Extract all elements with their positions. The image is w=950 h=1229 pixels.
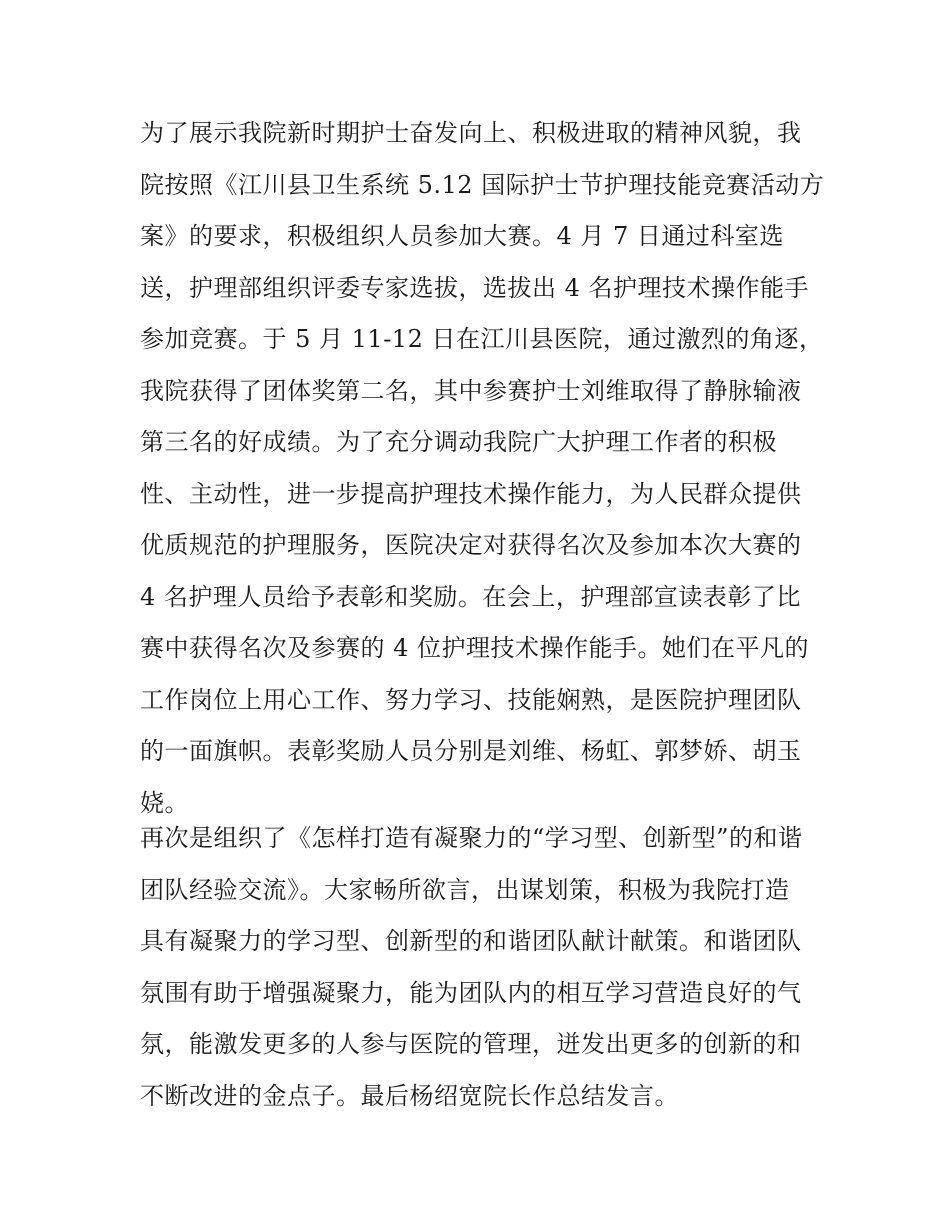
text-line: 为了展示我院新时期护士奋发向上、积极进取的精神风貌，我 xyxy=(140,119,802,147)
text-line: 具有凝聚力的学习型、创新型的和谐团队献计献策。和谐团队 xyxy=(140,927,802,955)
text-line: 氛围有助于增强凝聚力，能为团队内的相互学习营造良好的气 xyxy=(140,978,802,1007)
text-line: 第三名的好成绩。为了充分调动我院广大护理工作者的积极 xyxy=(140,428,777,456)
text-line: 赛中获得名次及参赛的 4 位护理技术操作能手。她们在平凡的 xyxy=(140,634,810,662)
text-line: 娆。 xyxy=(140,788,189,817)
text-line: 案》的要求，积极组织人员参加大赛。4 月 7 日通过科室选 xyxy=(140,222,784,250)
paragraph-team-exchange xyxy=(140,813,820,1122)
text-line: 的一面旗帜。表彰奖励人员分别是刘维、杨虹、郭梦娇、胡玉 xyxy=(140,737,802,765)
text-line: 再次是组织了《怎样打造有凝聚力的“学习型、创新型”的和谐 xyxy=(140,824,803,852)
text-line: 工作岗位上用心工作、努力学习、技能娴熟，是医院护理团队 xyxy=(140,685,802,714)
text-line: 氛，能激发更多的人参与医院的管理，迸发出更多的创新的和 xyxy=(140,1030,802,1058)
paragraph-award-ceremony xyxy=(140,108,825,829)
text-line: 院按照《江川县卫生系统 5.12 国际护士节护理技能竞赛活动方 xyxy=(140,170,825,199)
text-line: 团队经验交流》。大家畅所欲言，出谋划策，积极为我院打造 xyxy=(140,875,790,904)
text-line: 送，护理部组织评委专家选拔，选拔出 4 名护理技术操作能手 xyxy=(140,273,810,302)
text-line: 不断改进的金点子。最后杨绍宽院长作总结发言。 xyxy=(140,1081,679,1110)
text-line: 优质规范的护理服务，医院决定对获得名次及参加本次大赛的 xyxy=(140,531,802,559)
text-line: 参加竞赛。于 5 月 11-12 日在江川县医院，通过激烈的角逐， xyxy=(140,325,824,353)
text-line: 我院获得了团体奖第二名，其中参赛护士刘维取得了静脉输液 xyxy=(140,376,802,405)
text-line: 4 名护理人员给予表彰和奖励。在会上，护理部宣读表彰了比 xyxy=(140,582,801,611)
text-line: 性、主动性，进一步提高护理技术操作能力，为人民群众提供 xyxy=(140,479,802,508)
